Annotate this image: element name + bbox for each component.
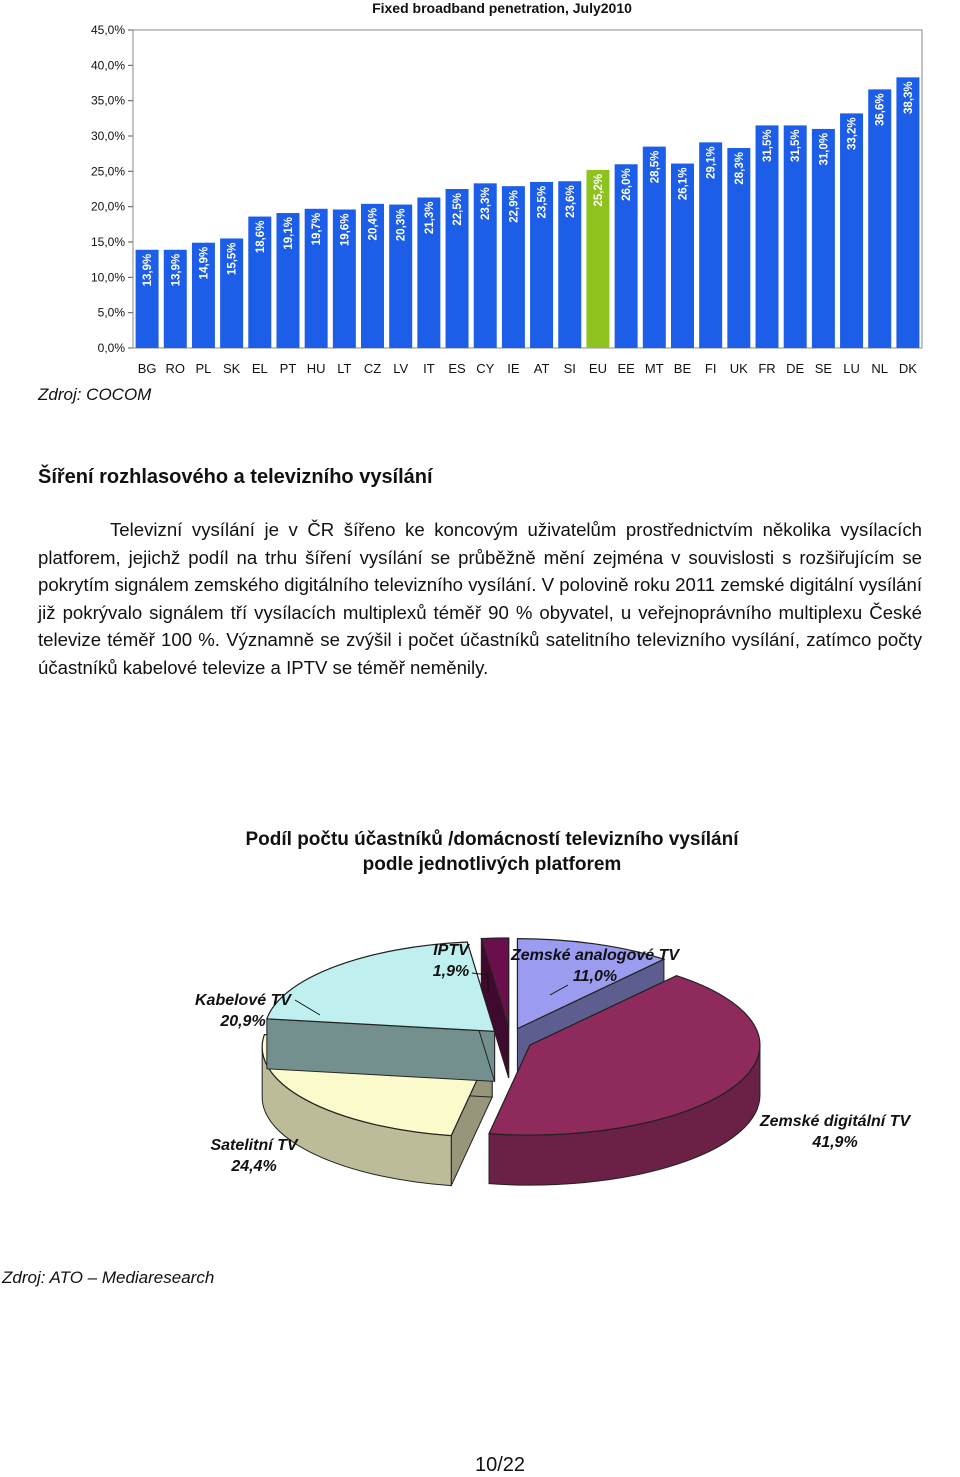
- bar-value-label: 33,2%: [846, 117, 859, 150]
- bar-value-label: 25,2%: [592, 173, 605, 207]
- pie-label-value: 41,9%: [812, 1134, 858, 1151]
- x-tick-label: CY: [476, 361, 495, 376]
- y-tick-label: 35,0%: [90, 93, 125, 108]
- x-tick-label: SE: [814, 361, 833, 376]
- bar-value-label: 20,4%: [367, 207, 380, 241]
- x-axis-labels: [138, 361, 918, 376]
- y-tick-label: 0,0%: [97, 341, 125, 355]
- y-tick-label: 10,0%: [90, 270, 125, 285]
- y-tick-label: 20,0%: [90, 199, 125, 214]
- x-tick-label: SK: [222, 361, 241, 376]
- x-tick-label: MT: [644, 361, 664, 376]
- y-tick-label: 45,0%: [90, 23, 125, 37]
- x-tick-label: BE: [673, 361, 692, 376]
- x-tick-label: PL: [195, 361, 212, 376]
- bar-value-label: 20,3%: [395, 208, 408, 242]
- x-tick-label: FI: [704, 361, 717, 376]
- pie-label-value: 1,9%: [432, 963, 470, 980]
- bar-value-label: 18,6%: [254, 220, 267, 254]
- pie-slices: [262, 938, 760, 1186]
- pie-label-name: Zemské analogové TV: [510, 947, 680, 964]
- x-tick-label: DK: [898, 361, 917, 376]
- bar-value-label: 29,1%: [705, 146, 718, 179]
- x-tick-label: SI: [563, 361, 576, 376]
- x-tick-label: NL: [871, 361, 889, 376]
- pie-label-value: 20,9%: [220, 1013, 266, 1030]
- bar-value-label: 22,5%: [452, 193, 465, 226]
- tv-platform-pie-chart: [150, 815, 940, 1195]
- broadband-bar-chart: [0, 0, 960, 385]
- bar-value-label: 36,6%: [874, 93, 887, 126]
- x-tick-label: RO: [165, 361, 186, 376]
- plot-area: [133, 30, 922, 348]
- bar-value-label: 14,9%: [198, 246, 211, 280]
- bar-value-label: 13,9%: [142, 253, 155, 287]
- bar-value-label: 19,7%: [311, 212, 324, 246]
- bar-value-label: 28,5%: [649, 150, 662, 184]
- bar: [896, 77, 919, 348]
- x-tick-label: HU: [306, 361, 326, 376]
- bar-value-label: 21,3%: [423, 201, 436, 235]
- bar-value-label: 26,0%: [621, 168, 634, 201]
- x-tick-label: LV: [393, 361, 409, 376]
- pie-label-name: Zemské digitální TV: [759, 1113, 911, 1130]
- x-tick-label: EE: [617, 361, 635, 376]
- bar-value-label: 13,9%: [170, 253, 183, 287]
- y-tick-label: 25,0%: [90, 164, 125, 179]
- bar-value-label: 28,3%: [733, 152, 746, 185]
- x-tick-label: EU: [588, 361, 607, 376]
- source-cocom: Zdroj: COCOM: [38, 385, 152, 404]
- bar-value-label: 19,1%: [282, 217, 295, 250]
- section-heading: Šíření rozhlasového a televizního vysílání: [38, 466, 433, 488]
- page-number: 10/22: [474, 1454, 526, 1476]
- x-tick-label: CZ: [363, 361, 382, 376]
- pie-label-name: Kabelové TV: [194, 992, 292, 1009]
- bar-value-label: 26,1%: [677, 167, 690, 201]
- x-tick-label: LT: [337, 361, 352, 376]
- bar-value-label: 23,3%: [480, 187, 493, 220]
- y-tick-label: 30,0%: [90, 129, 125, 143]
- x-tick-label: AT: [533, 361, 550, 376]
- bar-value-label: 23,5%: [536, 185, 549, 219]
- bar-value-label: 31,5%: [790, 129, 803, 163]
- bar-value-label: 23,6%: [564, 185, 577, 218]
- x-tick-label: IE: [507, 361, 520, 376]
- y-axis: [91, 23, 133, 355]
- bar-value-label: 22,9%: [508, 190, 521, 223]
- pie-label-value: 24,4%: [231, 1158, 277, 1175]
- x-tick-label: EL: [251, 361, 268, 376]
- x-tick-label: LU: [843, 361, 860, 376]
- x-tick-label: FR: [758, 361, 776, 376]
- pie-label-name: IPTV: [433, 942, 469, 959]
- y-tick-label: 5,0%: [97, 305, 125, 320]
- pie-label-value: 11,0%: [572, 968, 618, 985]
- source-ato: Zdroj: ATO – Mediaresearch: [2, 1268, 215, 1287]
- y-tick-label: 15,0%: [90, 235, 125, 249]
- bar-value-label: 31,0%: [818, 132, 831, 166]
- pie-label-name: Satelitní TV: [210, 1137, 298, 1154]
- x-tick-label: DE: [786, 361, 805, 376]
- bar-value-label: 31,5%: [762, 129, 775, 163]
- x-tick-label: PT: [279, 361, 297, 376]
- bar: [868, 89, 891, 348]
- bar-chart-title: Fixed broadband penetration, July2010: [372, 0, 632, 16]
- pie-title-line-1: Podíl počtu účastníků /domácností televizního vysílání: [245, 829, 739, 850]
- bar-value-label: 15,5%: [226, 242, 239, 276]
- bar-value-label: 19,6%: [339, 213, 352, 247]
- y-tick-label: 40,0%: [90, 58, 125, 73]
- paragraph-text: Televizní vysílání je v ČR šířeno ke koncovým uživatelům prostřednictvím několika vysílacích platforem, jejichž podíl na trhu šíření vysílání se průběžně mění zejména v souvislosti s rozšiřujícím se pokrytím signálem zemského digitálního televizního vysílání. V polovině roku 2011 zemské digitální vysílání již pokrývalo signálem tří vysílacích multiplexů téměř 90 % obyvatel, u veřejnoprávního multiplexu České televize téměř 100 %. Významně se zvýšil i počet účastníků satelitního televizního vysílání, zatímco počty účastníků kabelové televize a IPTV se téměř neměnily.: [38, 519, 922, 678]
- x-tick-label: BG: [137, 361, 157, 376]
- x-tick-label: UK: [729, 361, 748, 376]
- x-tick-label: IT: [423, 361, 435, 376]
- pie-title-line-2: podle jednotlivých platforem: [362, 854, 622, 875]
- x-tick-label: ES: [448, 361, 466, 376]
- body-paragraph: [38, 516, 922, 682]
- bar-value-label: 38,3%: [902, 81, 915, 114]
